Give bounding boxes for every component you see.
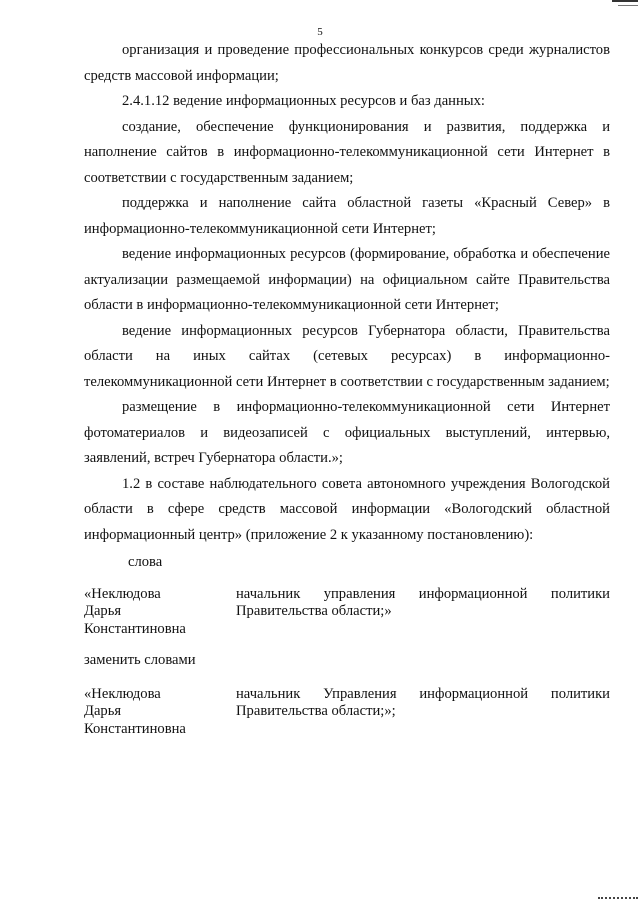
old-member-row — [84, 586, 610, 639]
paragraph-section-2-4-1-12: 2.4.1.12 ведение информационных ресурсов и баз данных: — [122, 93, 485, 109]
label-replace-with: заменить словами — [84, 652, 196, 668]
label-words: слова — [128, 554, 163, 570]
paragraph-section-1-2: 1.2 в составе наблюдательного совета автономного учреждения Вологодской области в сфере средств массовой информации «Вологодский областной информационный центр» (приложение 2 к указанному постановлению): — [84, 475, 610, 543]
paragraph-contests: организация и проведение профессиональных конкурсов среди журналистов средств массовой информации; — [84, 42, 610, 84]
paragraph-krasny-sever: поддержка и наполнение сайта областной газеты «Красный Север» в информационно-телекоммуникационной сети Интернет; — [84, 195, 610, 237]
document-body — [84, 38, 610, 738]
page-number: 5 — [317, 26, 323, 38]
new-member-row — [84, 686, 610, 739]
new-member-name: «Неклюдова Дарья Константиновна — [84, 685, 186, 737]
bottom-scan-mark — [598, 897, 638, 899]
paragraph-media-placement: размещение в информационно-телекоммуникационной сети Интернет фотоматериалов и видеозаписей с официальных выступлений, интервью, заявлений, встреч Губернатора области.»; — [84, 399, 610, 466]
new-member-role: начальник Управления информационной политики Правительства области;»; — [236, 685, 610, 719]
paragraph-government-site: ведение информационных ресурсов (формирование, обработка и обеспечение актуализации размещаемой информации) на официальном сайте Правительства области в информационно-телекоммуникационной сети Интернет; — [84, 246, 610, 313]
corner-scan-mark-secondary — [618, 5, 638, 6]
corner-scan-mark — [612, 0, 638, 2]
old-member-name: «Неклюдова Дарья Константиновна — [84, 585, 186, 637]
paragraph-websites: создание, обеспечение функционирования и развития, поддержка и наполнение сайтов в информационно-телекоммуникационной сети Интернет в соответствии с государственным заданием; — [84, 118, 610, 186]
paragraph-governor-resources: ведение информационных ресурсов Губернатора области, Правительства области на иных сайтах (сетевых ресурсах) в информационно-телекоммуникационной сети Интернет в соответствии с государственным заданием; — [84, 322, 610, 390]
old-member-role: начальник управления информационной политики Правительства области;» — [236, 585, 610, 619]
